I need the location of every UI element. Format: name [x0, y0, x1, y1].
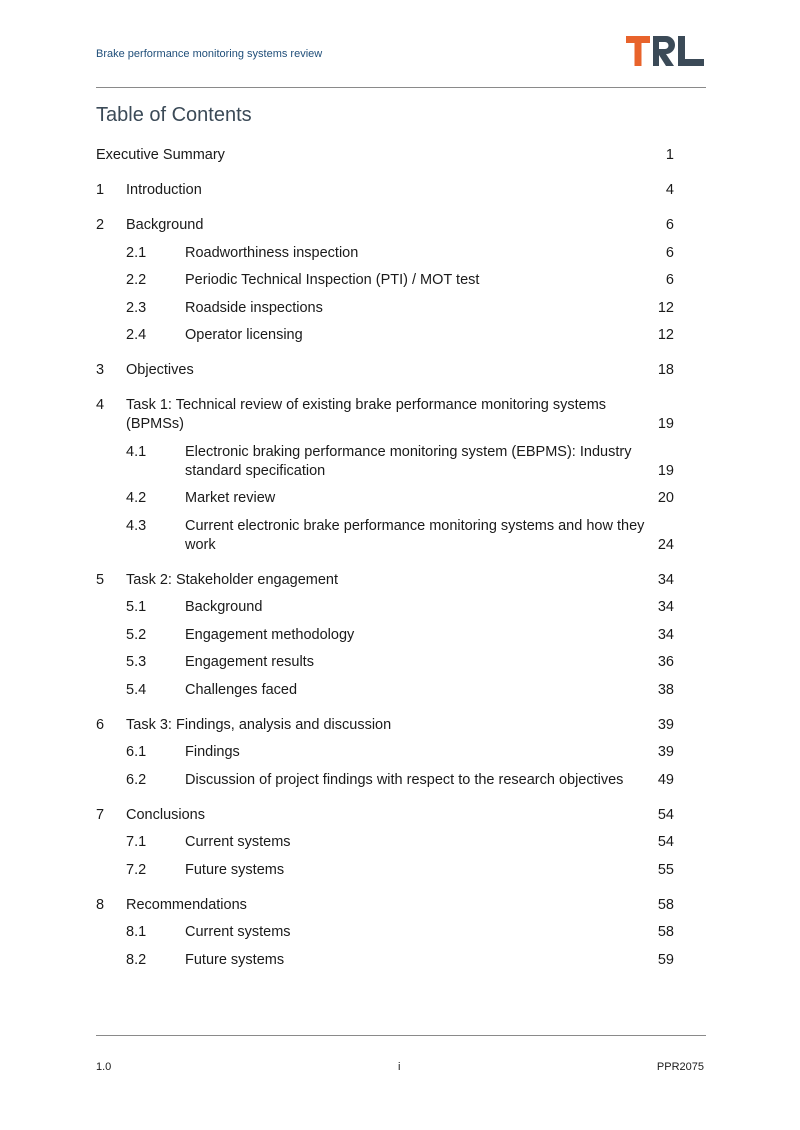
toc-entry-number: 4.2 — [126, 490, 147, 506]
page-header — [96, 36, 706, 88]
toc-entry-page: 55 — [657, 861, 674, 878]
toc-entry-number: 4.1 — [126, 443, 147, 460]
toc-entry-title: Objectives — [126, 362, 194, 378]
toc-entry-page: 58 — [657, 896, 674, 913]
toc-entry[interactable] — [96, 771, 676, 790]
toc-entry-page: 38 — [657, 681, 674, 698]
header-title: Brake performance monitoring systems review — [96, 48, 323, 60]
trl-logo — [626, 36, 704, 66]
toc-entry-title: Task 2: Stakeholder engagement — [126, 571, 338, 588]
toc-entry-title: Engagement results — [185, 654, 314, 670]
footer-version: 1.0 — [96, 1061, 112, 1073]
toc-entry-page: 20 — [657, 490, 674, 506]
toc-entry[interactable] — [96, 271, 676, 290]
toc-entry-page: 36 — [657, 654, 674, 670]
toc-entry-number: 5 — [96, 571, 105, 588]
toc-entry-title: Future systems — [185, 861, 285, 878]
toc-entry[interactable] — [96, 806, 676, 825]
toc-entry[interactable] — [96, 833, 676, 852]
toc-entry-title: Task 3: Findings, analysis and discussion — [126, 716, 392, 733]
toc-entry-number: 8.2 — [126, 951, 147, 968]
toc-entry[interactable] — [96, 716, 676, 735]
toc-entry-title: Findings — [185, 744, 240, 760]
toc-entry-number: 8 — [96, 896, 105, 913]
toc-entry-number: 2.3 — [126, 299, 147, 316]
toc-entry-page: 39 — [657, 716, 674, 733]
toc-entry-title: Current electronic brake performance monitoring systems and how they work — [185, 517, 645, 553]
toc-entry-title: Electronic braking performance monitoring system (EBPMS): Industry standard specification — [185, 443, 632, 479]
toc-entry-title: Executive Summary — [96, 147, 225, 163]
toc-entry-title: Recommendations — [126, 896, 247, 913]
toc-entry-title: Introduction — [126, 182, 202, 198]
toc-entry-title: Challenges faced — [185, 681, 298, 698]
toc-entry-page: 24 — [657, 536, 674, 553]
toc-entry-title: Background — [126, 217, 204, 233]
toc-entry[interactable] — [96, 896, 676, 915]
toc-entry-page: 1 — [665, 147, 674, 163]
toc-entry[interactable] — [96, 146, 676, 165]
header-divider — [96, 87, 706, 88]
toc-entry-number: 4.3 — [126, 517, 147, 534]
toc-entry-title: Background — [185, 599, 263, 615]
toc-entry[interactable] — [96, 571, 676, 590]
toc-entry-number: 5.1 — [126, 599, 147, 615]
toc-entry[interactable] — [96, 489, 676, 508]
toc-entry-title: Task 1: Technical review of existing brake performance monitoring systems (BPMSs) — [126, 397, 607, 432]
toc-entry-title: Market review — [185, 490, 276, 506]
toc-entry-number: 7.2 — [126, 861, 147, 878]
toc-entry-page: 39 — [657, 744, 674, 760]
toc-entry-page: 54 — [657, 806, 674, 823]
toc-entry-title: Roadworthiness inspection — [185, 244, 359, 261]
toc-entry[interactable] — [96, 181, 676, 200]
toc-entry-number: 3 — [96, 362, 105, 378]
toc-entry-title: Engagement methodology — [185, 626, 355, 643]
toc-entry-number: 1 — [96, 182, 105, 198]
toc-entry-title: Future systems — [185, 951, 285, 968]
footer-reference: PPR2075 — [656, 1061, 704, 1073]
toc-entry[interactable] — [96, 244, 676, 263]
toc-entry[interactable] — [96, 861, 676, 880]
toc-entry[interactable] — [96, 326, 676, 345]
toc-entry[interactable] — [96, 517, 676, 555]
toc-entry[interactable] — [96, 361, 676, 380]
footer-page-number: i — [398, 1061, 401, 1073]
toc-entry-page: 12 — [657, 327, 674, 343]
toc-entry[interactable] — [96, 626, 676, 645]
toc-entry-page: 49 — [657, 771, 674, 788]
toc-entry-page: 4 — [665, 182, 674, 198]
toc-entry-page: 34 — [657, 626, 674, 643]
toc-entry-number: 6 — [96, 716, 105, 733]
toc-entry[interactable] — [96, 743, 676, 762]
toc-entry-number: 7.1 — [126, 834, 147, 850]
toc-entry[interactable] — [96, 443, 676, 481]
toc-entry-number: 2 — [96, 217, 105, 233]
toc-entry-page: 18 — [657, 362, 674, 378]
toc-entry-number: 5.2 — [126, 626, 147, 643]
toc-entry-title: Discussion of project findings with respect to the research objectives — [185, 771, 624, 788]
toc-entry[interactable] — [96, 299, 676, 318]
toc-entry-page: 34 — [657, 599, 674, 615]
toc-entry-page: 12 — [657, 299, 674, 316]
toc-entry-title: Roadside inspections — [185, 299, 323, 316]
footer-divider — [96, 1035, 706, 1036]
toc-entry[interactable] — [96, 598, 676, 617]
toc-entry-page: 34 — [657, 571, 674, 588]
toc-entry-page: 6 — [665, 217, 674, 233]
toc-entry-number: 4 — [96, 397, 105, 413]
toc-entry-page: 19 — [657, 416, 674, 432]
toc-entry[interactable] — [96, 653, 676, 672]
toc-entry-page: 19 — [657, 462, 674, 479]
toc-entry-title: Conclusions — [126, 806, 205, 823]
toc-entry-number: 7 — [96, 806, 105, 823]
toc-entry-number: 2.2 — [126, 272, 147, 288]
toc-entry[interactable] — [96, 681, 676, 700]
toc-entry-number: 2.4 — [126, 327, 147, 343]
toc-entry[interactable] — [96, 396, 676, 434]
toc-entry[interactable] — [96, 216, 676, 235]
toc-entry-number: 5.3 — [126, 654, 147, 670]
toc-entry-title: Current systems — [185, 924, 291, 940]
toc-entry-title: Current systems — [185, 834, 291, 850]
toc-entry-page: 59 — [657, 951, 674, 968]
toc-entry-title: Periodic Technical Inspection (PTI) / MOT test — [185, 272, 480, 288]
toc-title: Table of Contents — [96, 104, 252, 126]
toc-entry[interactable] — [96, 923, 676, 942]
toc-entry[interactable] — [96, 951, 676, 970]
table-of-contents — [96, 146, 676, 970]
toc-entry-page: 6 — [665, 272, 674, 288]
toc-entry-title: Operator licensing — [185, 327, 303, 343]
toc-entry-number: 6.1 — [126, 744, 147, 760]
toc-entry-number: 6.2 — [126, 771, 147, 788]
toc-entry-page: 6 — [665, 244, 674, 261]
toc-entry-page: 58 — [657, 924, 674, 940]
toc-entry-page: 54 — [657, 834, 674, 850]
toc-entry-number: 2.1 — [126, 244, 147, 261]
toc-entry-number: 5.4 — [126, 681, 147, 698]
toc-entry-number: 8.1 — [126, 924, 147, 940]
